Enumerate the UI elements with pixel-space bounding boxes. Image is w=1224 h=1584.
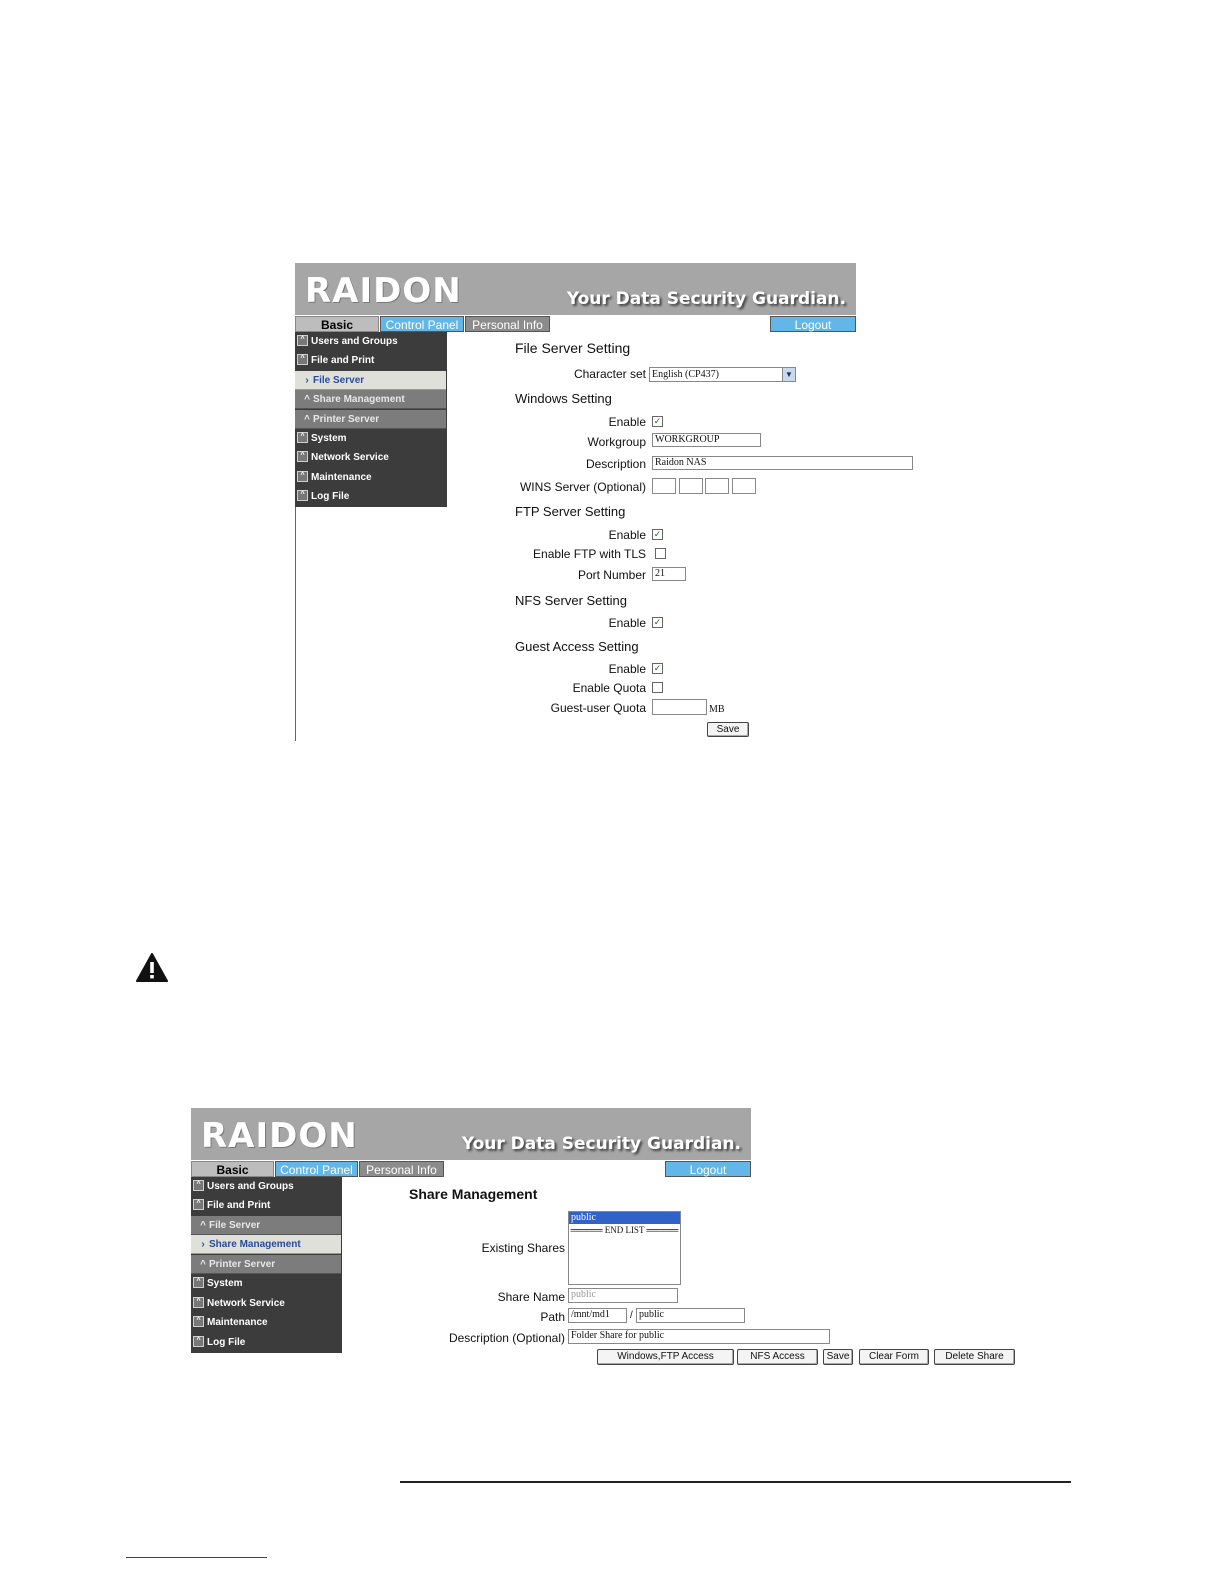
workgroup-label: Workgroup (587, 435, 646, 449)
raidon-logo: RAIDON (305, 271, 462, 311)
enable-quota-label: Enable Quota (572, 681, 646, 695)
clear-form-button[interactable]: Clear Form (859, 1349, 929, 1365)
wins-octet-1[interactable] (652, 478, 676, 494)
share-name-input[interactable]: public (568, 1288, 678, 1303)
save-button[interactable]: Save (707, 722, 749, 737)
windows-ftp-access-button[interactable]: Windows,FTP Access (597, 1349, 734, 1365)
charset-label: Character set (573, 367, 646, 381)
guest-enable-label: Enable (608, 662, 646, 676)
windows-setting-heading: Windows Setting (515, 391, 612, 406)
sidebar-item-maintenance[interactable]: ^ Maintenance (191, 1313, 342, 1332)
chevron-up-icon: ^ (304, 394, 310, 405)
collapse-icon: ^ (297, 354, 308, 365)
page-title: File Server Setting (515, 340, 631, 356)
tab-control-panel[interactable]: Control Panel (275, 1161, 358, 1177)
collapse-icon: ^ (297, 490, 308, 501)
logout-button[interactable]: Logout (665, 1161, 751, 1177)
existing-shares-label: Existing Shares (481, 1241, 565, 1255)
sidebar-item-network-service[interactable]: ^ Network Service (295, 448, 447, 467)
page-title: Share Management (409, 1186, 538, 1202)
chevron-down-icon: ▼ (782, 368, 795, 381)
guest-enable-checkbox[interactable]: ✓ (653, 663, 662, 673)
ftp-enable-label: Enable (608, 528, 646, 542)
ftp-tls-checkbox[interactable] (655, 548, 666, 559)
collapse-icon: ^ (297, 432, 308, 443)
chevron-up-icon: ^ (304, 414, 310, 425)
slogan: Your Data Security Guardian. (461, 1134, 741, 1154)
save-button[interactable]: Save (823, 1349, 853, 1365)
windows-enable-label: Enable (608, 415, 646, 429)
guest-quota-label: Guest-user Quota (550, 701, 646, 715)
chevron-up-icon: ^ (200, 1220, 206, 1231)
sidebar-item-network-service[interactable]: ^ Network Service (191, 1294, 342, 1313)
tab-personal-info[interactable]: Personal Info (359, 1161, 444, 1177)
delete-share-button[interactable]: Delete Share (934, 1349, 1015, 1365)
tab-basic[interactable]: Basic (295, 316, 379, 332)
list-item[interactable]: public (569, 1212, 680, 1224)
ftp-tls-label: Enable FTP with TLS (533, 547, 646, 561)
nfs-setting-heading: NFS Server Setting (515, 593, 627, 608)
chevron-right-icon: › (305, 375, 309, 386)
raidon-logo: RAIDON (201, 1116, 358, 1156)
list-item[interactable]: ═════ END LIST ═════ (570, 1225, 679, 1235)
sidebar-item-share-management[interactable]: › Share Management (191, 1235, 341, 1254)
sidebar-item-maintenance[interactable]: ^ Maintenance (295, 468, 447, 487)
port-number-input[interactable]: 21 (652, 567, 686, 581)
ftp-enable-checkbox[interactable]: ✓ (653, 529, 662, 539)
sidebar-item-file-server[interactable]: › File Server (295, 371, 446, 390)
sidebar-item-file-print[interactable]: ^ File and Print (191, 1196, 342, 1215)
path-volume-input[interactable]: /mnt/md1 (568, 1308, 627, 1323)
collapse-icon: ^ (297, 335, 308, 346)
screenshot-share-management (191, 1108, 1021, 1370)
sidebar-item-users-groups[interactable]: ^ Users and Groups (191, 1177, 342, 1196)
charset-select[interactable]: English (CP437) ▼ (649, 367, 796, 382)
collapse-icon: ^ (193, 1180, 204, 1191)
footer-divider (400, 1481, 1071, 1483)
nfs-enable-checkbox[interactable]: ✓ (653, 617, 662, 627)
sidebar-item-share-management[interactable]: ^ Share Management (295, 390, 446, 409)
guest-quota-input[interactable] (652, 699, 707, 715)
description-input[interactable]: Raidon NAS (652, 456, 913, 470)
windows-enable-checkbox[interactable]: ✓ (653, 416, 662, 426)
guest-setting-heading: Guest Access Setting (515, 639, 639, 654)
sidebar-item-file-server[interactable]: ^ File Server (191, 1216, 341, 1235)
description-input[interactable]: Folder Share for public (568, 1329, 830, 1344)
sidebar-item-system[interactable]: ^ System (295, 429, 447, 448)
collapse-icon: ^ (297, 471, 308, 482)
wins-label: WINS Server (Optional) (519, 480, 646, 494)
screenshot-file-server (295, 263, 915, 741)
sidebar-item-printer-server[interactable]: ^ Printer Server (295, 410, 446, 429)
tab-control-panel[interactable]: Control Panel (380, 316, 464, 332)
quota-unit: MB (709, 704, 725, 715)
collapse-icon: ^ (193, 1297, 204, 1308)
sidebar-item-users-groups[interactable]: ^ Users and Groups (295, 332, 447, 351)
collapse-icon: ^ (297, 451, 308, 462)
slogan: Your Data Security Guardian. (566, 289, 846, 309)
collapse-icon: ^ (193, 1336, 204, 1347)
path-separator: / (630, 1310, 633, 1321)
share-management-form (191, 1108, 1021, 1370)
footer-link-underline (126, 1557, 267, 1558)
collapse-icon: ^ (193, 1316, 204, 1327)
workgroup-input[interactable]: WORKGROUP (652, 433, 761, 447)
path-folder-input[interactable]: public (636, 1308, 745, 1323)
tab-basic[interactable]: Basic (191, 1161, 274, 1177)
sidebar-item-printer-server[interactable]: ^ Printer Server (191, 1255, 341, 1274)
sidebar-item-file-print[interactable]: ^ File and Print (295, 351, 447, 370)
description-label: Description (585, 457, 646, 471)
chevron-right-icon: › (201, 1239, 205, 1250)
nfs-enable-label: Enable (608, 616, 646, 630)
tab-personal-info[interactable]: Personal Info (465, 316, 550, 332)
collapse-icon: ^ (193, 1277, 204, 1288)
sidebar-item-log-file[interactable]: ^ Log File (191, 1333, 342, 1352)
sidebar-item-log-file[interactable]: ^ Log File (295, 487, 447, 506)
description-label: Description (Optional) (448, 1331, 565, 1345)
wins-octet-4[interactable] (732, 478, 756, 494)
warning-icon (136, 953, 168, 983)
file-server-form (295, 263, 915, 741)
wins-octet-2[interactable] (679, 478, 703, 494)
existing-shares-list[interactable] (568, 1211, 681, 1285)
sidebar-item-system[interactable]: ^ System (191, 1274, 342, 1293)
ftp-setting-heading: FTP Server Setting (515, 504, 626, 519)
chevron-up-icon: ^ (200, 1259, 206, 1270)
collapse-icon: ^ (193, 1199, 204, 1210)
share-name-label: Share Name (497, 1290, 565, 1304)
wins-octet-3[interactable] (705, 478, 729, 494)
logout-button[interactable]: Logout (770, 316, 856, 332)
path-label: Path (540, 1310, 565, 1324)
port-number-label: Port Number (577, 568, 646, 582)
nfs-access-button[interactable]: NFS Access (737, 1349, 818, 1365)
enable-quota-checkbox[interactable] (652, 682, 663, 693)
